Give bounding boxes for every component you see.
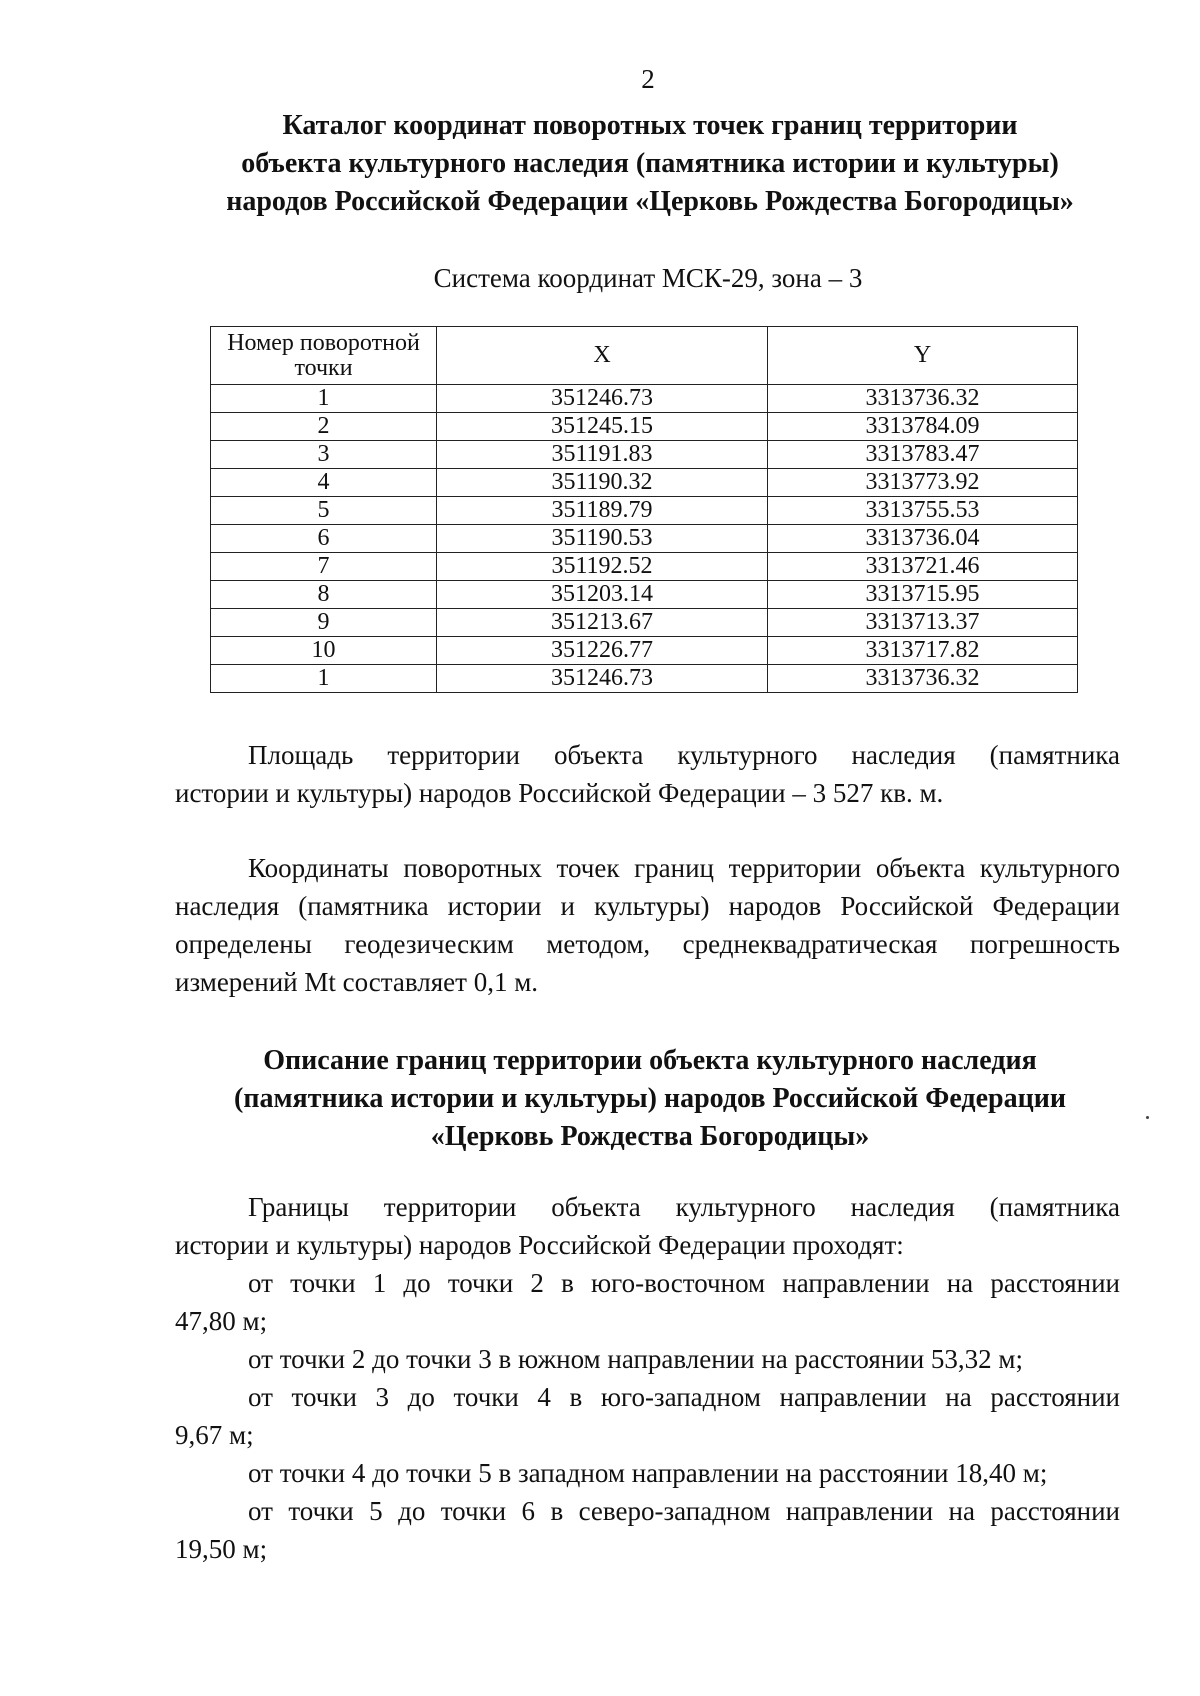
table-row [211,581,1078,609]
paragraph-line: Границы территории объекта культурного наследия (памятника [248,1192,1120,1222]
table-row [211,553,1078,581]
cell-point: 2 [211,413,437,441]
cell-y: 3313736.04 [768,525,1078,553]
cell-point: 6 [211,525,437,553]
table-row [211,609,1078,637]
cell-y: 3313784.09 [768,413,1078,441]
cell-y: 3313783.47 [768,441,1078,469]
cell-x: 351190.32 [437,469,768,497]
table-row [211,441,1078,469]
paragraph-line: определены геодезическим методом, среднеквадратическая погрешность [175,929,1120,959]
boundary-segment-5: от точки 5 до точки 6 в северо-западном направлении на расстоянии [248,1496,1120,1526]
scan-speck [1146,1116,1149,1119]
cell-point: 4 [211,469,437,497]
cell-point: 1 [211,385,437,413]
description-title [150,1042,1150,1156]
paragraph-line: Координаты поворотных точек границ территории объекта культурного [248,853,1120,883]
boundary-paragraph [175,1188,1120,1568]
table-header-row [211,327,1078,385]
paragraph-line: наследия (памятника истории и культуры) народов Российской Федерации [175,891,1120,921]
boundary-segment-3-cont: 9,67 м; [175,1420,254,1450]
boundary-segment-1: от точки 1 до точки 2 в юго-восточном направлении на расстоянии [248,1268,1120,1298]
catalog-title [150,107,1150,221]
cell-y: 3313721.46 [768,553,1078,581]
table-row [211,385,1078,413]
cell-y: 3313755.53 [768,497,1078,525]
cell-x: 351189.79 [437,497,768,525]
cell-x: 351226.77 [437,637,768,665]
cell-point: 3 [211,441,437,469]
description-title-line: «Церковь Рождества Богородицы» [430,1121,870,1152]
cell-x: 351246.73 [437,385,768,413]
header-y: Y [768,327,1078,385]
cell-y: 3313736.32 [768,665,1078,693]
boundary-segment-3: от точки 3 до точки 4 в юго-западном направлении на расстоянии [248,1382,1120,1412]
cell-point: 7 [211,553,437,581]
boundary-segment-4: от точки 4 до точки 5 в западном направлении на расстоянии 18,40 м; [248,1458,1048,1488]
boundary-segment-2: от точки 2 до точки 3 в южном направлении на расстоянии 53,32 м; [248,1344,1024,1374]
table-row [211,637,1078,665]
cell-point: 5 [211,497,437,525]
cell-x: 351213.67 [437,609,768,637]
cell-y: 3313715.95 [768,581,1078,609]
table-row [211,497,1078,525]
cell-y: 3313773.92 [768,469,1078,497]
area-paragraph [175,736,1120,812]
boundary-segment-1-cont: 47,80 м; [175,1306,268,1336]
cell-point: 10 [211,637,437,665]
cell-x: 351203.14 [437,581,768,609]
coordinate-system: Система координат МСК-29, зона – 3 [433,263,863,293]
cell-point: 8 [211,581,437,609]
table-row [211,525,1078,553]
cell-y: 3313717.82 [768,637,1078,665]
catalog-title-line: объекта культурного наследия (памятника истории и культуры) [241,148,1059,179]
cell-point: 1 [211,665,437,693]
paragraph-line: истории и культуры) народов Российской Федерации – 3 527 кв. м. [175,778,944,808]
catalog-title-line: Каталог координат поворотных точек границ территории [282,110,1018,141]
cell-x: 351246.73 [437,665,768,693]
method-paragraph [175,849,1120,1001]
header-x: X [437,327,768,385]
description-title-line: Описание границ территории объекта культурного наследия [263,1045,1037,1076]
cell-y: 3313713.37 [768,609,1078,637]
cell-x: 351245.15 [437,413,768,441]
table-row [211,413,1078,441]
page-number: 2 [641,64,655,94]
cell-y: 3313736.32 [768,385,1078,413]
paragraph-line: Площадь территории объекта культурного наследия (памятника [248,740,1120,770]
cell-x: 351192.52 [437,553,768,581]
coordinates-table [210,326,1078,693]
table-row [211,469,1078,497]
cell-point: 9 [211,609,437,637]
cell-x: 351190.53 [437,525,768,553]
paragraph-line: измерений Mt составляет 0,1 м. [175,967,539,997]
boundary-segment-5-cont: 19,50 м; [175,1534,268,1564]
header-point-number: Номер поворотной точки [211,327,437,385]
description-title-line: (памятника истории и культуры) народов Российской Федерации [234,1083,1066,1114]
cell-x: 351191.83 [437,441,768,469]
catalog-title-line: народов Российской Федерации «Церковь Рождества Богородицы» [226,186,1074,217]
table-row [211,665,1078,693]
paragraph-line: истории и культуры) народов Российской Федерации проходят: [175,1230,904,1260]
